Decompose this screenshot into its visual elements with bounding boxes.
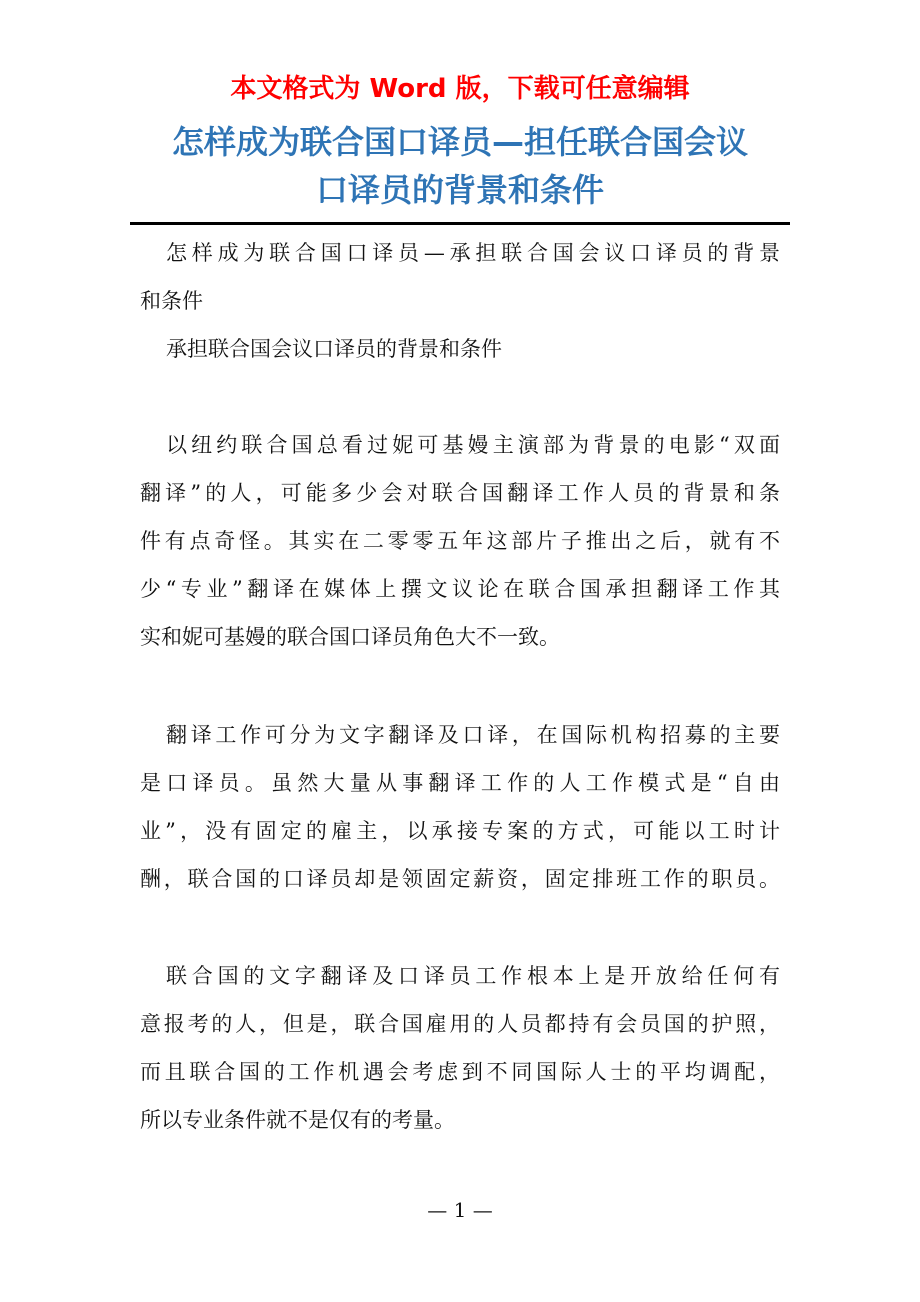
title-line: 怎样成为联合国口译员—担任联合国会议	[171, 123, 748, 161]
text-line: 件有点奇怪。其实在二零零五年这部片子推出之后，就有不	[140, 529, 780, 553]
text-line: 少“专业”翻译在媒体上撰文议论在联合国承担翻译工作其	[140, 577, 780, 601]
text-line: 所以专业条件就不是仅有的考量。	[140, 1108, 455, 1132]
document-title	[130, 118, 790, 214]
paragraph-4	[140, 711, 780, 903]
text-line: 翻译工作可分为文字翻译及口译，在国际机构招募的主要	[166, 723, 780, 747]
text-line: 而且联合国的工作机遇会考虑到不同国际人士的平均调配，	[140, 1060, 780, 1084]
page-number: — 1 —	[427, 1198, 493, 1222]
paragraph-5	[140, 952, 780, 1144]
text-line: 联合国的文字翻译及口译员工作根本上是开放给任何有	[166, 964, 780, 988]
paragraph-1	[140, 229, 780, 325]
paragraph-2	[140, 325, 780, 373]
text-line: 翻译”的人，可能多少会对联合国翻译工作人员的背景和条	[140, 481, 780, 505]
text-line: 酬，联合国的口译员却是领固定薪资，固定排班工作的职员。	[140, 867, 780, 891]
paragraph-3	[140, 421, 780, 661]
text-line: 和条件	[140, 289, 203, 313]
text-line: 是口译员。虽然大量从事翻译工作的人工作模式是“自由	[140, 771, 780, 795]
text-line: 实和妮可基嫚的联合国口译员角色大不一致。	[140, 625, 560, 649]
title-line: 口译员的背景和条件	[315, 171, 604, 209]
text-line: 以纽约联合国总看过妮可基嫚主演部为背景的电影“双面	[166, 433, 780, 457]
text-line: 意报考的人，但是，联合国雇用的人员都持有会员国的护照，	[140, 1012, 780, 1036]
text-line: 承担联合国会议口译员的背景和条件	[166, 337, 502, 361]
editable-format-notice: 本文格式为 Word 版，下载可任意编辑	[230, 74, 690, 104]
text-line: 业”，没有固定的雇主，以承接专案的方式，可能以工时计	[140, 819, 780, 843]
text-line: 怎样成为联合国口译员—承担联合国会议口译员的背景	[166, 241, 780, 265]
title-divider	[130, 222, 790, 225]
